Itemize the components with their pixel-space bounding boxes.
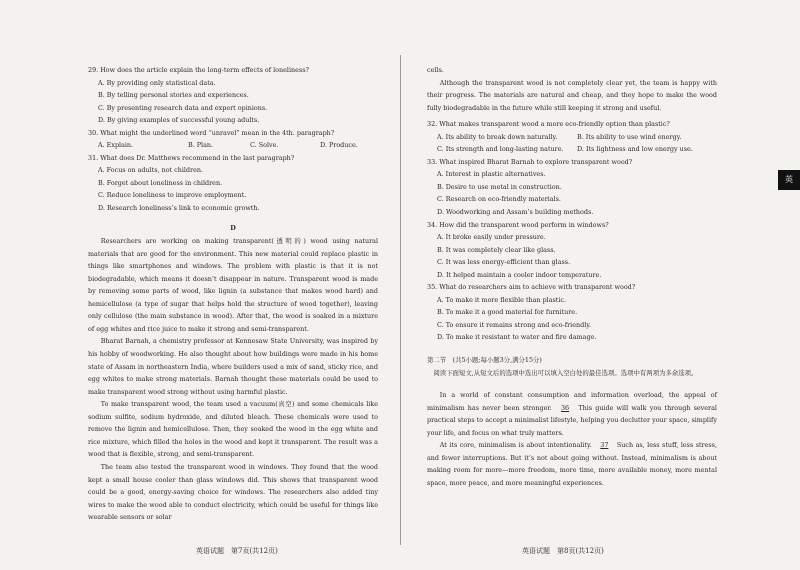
question-34	[427, 219, 717, 282]
passage-paragraph-1: Researchers are working on making transparent(透明的) wood using natural materials that are good for the environment. This new material could replace plastic in things like smartphones and windows. The problem with plastic is that it is not biodegradable, which means it doesn’t disappear in nature. Transparent wood is made by removing some parts of wood, like lignin (a substance that makes wood hard) and hemicellulose (a type of sugar that helps hold the structure of wood together), leaving only cellulose (the main substance in wood). After that, the wood is soaked in a mixture of egg whites and rice juice to make it strong and semi-transparent.	[88, 237, 378, 333]
question-stem: 31. What does Dr. Matthews recommend in the last paragraph?	[88, 153, 295, 162]
question-30	[88, 127, 378, 152]
options-row	[427, 131, 717, 144]
question-stem: 34. How did the transparent wood perform in windows?	[427, 220, 609, 229]
right-page-content	[427, 64, 717, 490]
section-description: 阅读下面短文,从短文后的选项中选出可以填入空白处的最佳选项。选项中有两项为多余选项。	[433, 368, 698, 377]
option-d: D. To make it resistant to water and fire damage.	[437, 333, 597, 342]
spacer	[427, 379, 717, 389]
option-b: B. It was completely clear like glass.	[437, 245, 556, 254]
page-footer: 英语试题 第7页(共12页)	[196, 547, 278, 555]
question-32	[427, 118, 717, 156]
section-title: 第二节 (共5小题;每小题3分,满分15分)	[427, 356, 542, 365]
option-c: C. By presenting research data and expert opinions.	[98, 103, 268, 112]
question-stem: 35. What do researchers aim to achieve with transparent wood?	[427, 283, 636, 292]
option-a: A. It broke easily under pressure.	[437, 233, 546, 242]
cloze-paragraph-1	[427, 389, 717, 439]
option-c: C. Solve.	[250, 141, 279, 150]
blank-37: 37	[600, 441, 609, 450]
question-stem: 33. What inspired Bharat Barnah to explore transparent wood?	[427, 157, 633, 166]
option-d: D. Its lightness and low energy use.	[577, 145, 693, 154]
option-c: C. Its strength and long-lasting nature.	[437, 145, 564, 154]
options-row	[88, 139, 378, 152]
right-page	[401, 0, 800, 570]
cloze-text: Such as, less stuff, less stress, and fewer interruptions. But it’s not about going without. Instead, minimalism is about making room for more—more freedom, more time, more available money, more mental space, more peace, and more meaningful experiences.	[427, 441, 717, 487]
page-footer: 英语试题 第8页(共12页)	[522, 547, 604, 555]
option-d: D. By giving examples of successful young adults.	[98, 116, 260, 125]
question-stem: 32. What makes transparent wood a more eco-friendly option than plastic?	[427, 120, 670, 129]
passage-paragraph-3: To make transparent wood, the team used a vacuum(真空) and some chemicals like sodium sulfite, sodium hydroxide, and diluted bleach. These chemicals were used to remove the lignin and hemicellulose. Then, they soaked the wood in the egg white and rice mixture, which filled the holes in the wood and kept it transparent. The result was a wood that is flexible, strong, and semi-transparent.	[88, 400, 378, 459]
option-d: D. It helped maintain a cooler indoor temperature.	[437, 270, 602, 279]
passage-heading: D	[230, 223, 236, 232]
option-c: C. Reduce loneliness to improve employment.	[98, 191, 247, 200]
passage-paragraph-4: The team also tested the transparent wood in windows. They found that the wood kept a small house cooler than glass windows did. This shows that transparent wood could be a good, energy-saving choice for windows. The researchers also added tiny wires to make the wood able to conduct electricity, which could be useful for things like wearable sensors or solar	[88, 462, 378, 522]
option-a: A. Interest in plastic alternatives.	[437, 170, 546, 179]
option-c: C. Research on eco-friendly materials.	[437, 195, 561, 204]
option-a: A. Explain.	[98, 141, 134, 150]
options-row	[427, 143, 717, 156]
cloze-text: At its core, minimalism is about intentionality.	[439, 441, 592, 450]
option-b: B. To make it a good material for furniture.	[437, 308, 578, 317]
passage-continuation: cells.	[427, 66, 444, 74]
subject-tab: 英	[778, 170, 800, 190]
question-31	[88, 152, 378, 215]
option-b: B. Forget about loneliness in children.	[98, 178, 223, 187]
question-33	[427, 156, 717, 219]
option-a: A. Its ability to break down naturally.	[437, 132, 558, 141]
cloze-paragraph-2	[427, 439, 717, 489]
option-d: D. Research loneliness’s link to economic growth.	[98, 204, 260, 213]
question-29	[88, 64, 378, 127]
blank-36: 36	[560, 403, 570, 412]
spacer	[427, 344, 717, 354]
question-35	[427, 281, 717, 344]
option-a: A. Focus on adults, not children.	[98, 166, 204, 175]
option-b: B. Plan.	[188, 141, 214, 150]
option-d: D. Woodworking and Assam’s building methods.	[437, 208, 594, 217]
option-d: D. Produce.	[320, 141, 358, 150]
option-a: A. To make it more flexible than plastic.	[437, 295, 567, 304]
question-stem: 29. How does the article explain the long-term effects of loneliness?	[88, 66, 309, 74]
option-b: B. Desire to use metal in construction.	[437, 182, 562, 191]
option-c: C. To ensure it remains strong and eco-friendly.	[437, 320, 592, 329]
option-a: A. By providing only statistical data.	[98, 78, 216, 87]
cloze-text: In a world of constant consumption and information overload, the appeal of minimalism has never been stronger.	[427, 391, 717, 412]
cloze-text: This guide will walk you through several practical steps to accept a minimalist lifestyle, helping you declutter your space, simplify your life, and focus on what truly matters.	[427, 403, 717, 437]
passage-paragraph-2: Bharat Barnah, a chemistry professor at Kennesaw State University, was inspired by his hobby of woodworking. He also thought about how buildings were made in his home state of Assam in northeastern India, where builders used a mix of sand, sticky rice, and egg whites to make strong materials. Barnah thought these materials could be used to make transparent wood strong without using harmful plastic.	[88, 337, 378, 396]
option-b: B. Its ability to use wind energy.	[577, 132, 682, 141]
question-stem: 30. What might the underlined word “unravel” mean in the 4th. paragraph?	[88, 128, 335, 137]
option-c: C. It was less energy-efficient than glass.	[437, 258, 571, 267]
passage-paragraph-5: Although the transparent wood is not completely clear yet, the team is happy with their progress. The materials are natural and cheap, and they hope to make the wood fully biodegradable in the future while still keeping it strong and useful.	[427, 78, 717, 112]
option-b: B. By telling personal stories and experiences.	[98, 91, 249, 100]
left-page-content	[88, 64, 378, 524]
